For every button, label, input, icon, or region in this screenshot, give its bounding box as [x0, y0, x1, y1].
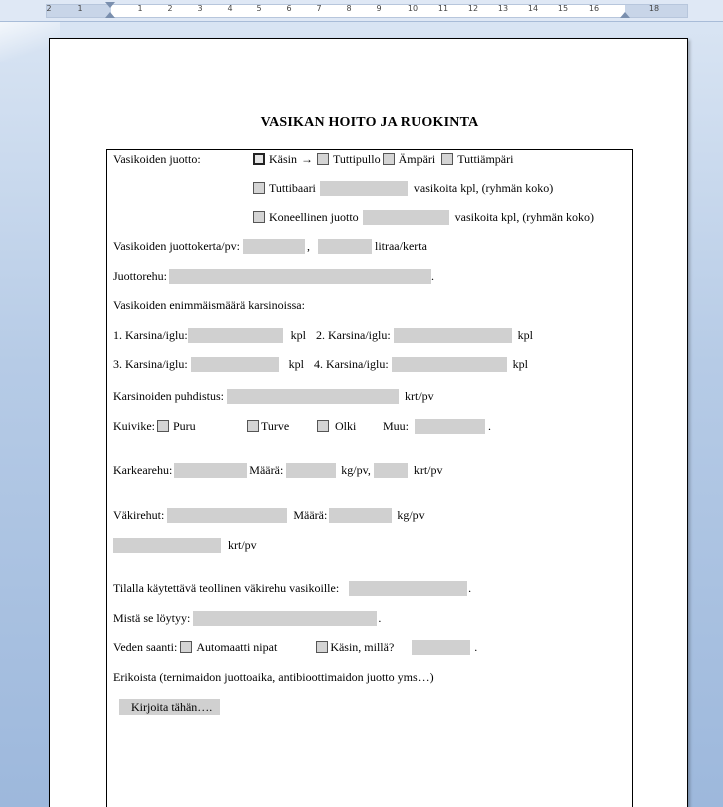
puhdistus-unit: krt/pv	[405, 388, 434, 403]
mista-dot: .	[378, 610, 382, 625]
ruler-label: 8	[346, 4, 352, 13]
tuttibaari-count-field[interactable]	[320, 181, 408, 196]
tuttiampari-checkbox[interactable]	[441, 153, 453, 165]
ruler-label: 3	[197, 4, 203, 13]
karsina-1-unit: kpl	[290, 327, 306, 342]
litraa-label: litraa/kerta	[374, 238, 427, 253]
juottorehu-field[interactable]	[169, 269, 431, 284]
karsina-row-1	[113, 327, 533, 343]
ruler-label: 9	[376, 4, 382, 13]
kasin-checkbox[interactable]	[253, 153, 265, 165]
muu-field[interactable]	[415, 419, 485, 434]
teollinen-dot: .	[468, 580, 472, 595]
vakirehut-row-2	[113, 537, 257, 553]
vakirehut-row	[113, 507, 425, 523]
olki-checkbox[interactable]	[317, 420, 329, 432]
tuttibaari-checkbox[interactable]	[253, 182, 265, 194]
juottokerta-comma: ,	[306, 238, 310, 253]
karsina-4-label: 4. Karsina/iglu:	[314, 356, 389, 371]
ruler-label: 2	[46, 4, 52, 13]
erikoista-row	[113, 669, 434, 685]
veden-dot: .	[474, 639, 478, 654]
ruler-label: 18	[648, 4, 660, 13]
puru-label: Puru	[173, 418, 196, 433]
right-indent-marker[interactable]	[620, 12, 630, 18]
karsina-3-field[interactable]	[191, 357, 279, 372]
muu-dot: .	[488, 418, 492, 433]
tuttipullo-checkbox[interactable]	[317, 153, 329, 165]
veden-label: Veden saanti:	[113, 639, 178, 654]
karkearehu-label: Karkearehu:	[113, 462, 173, 477]
ruler-label: 11	[437, 4, 449, 13]
koneellinen-row	[253, 209, 594, 225]
horizontal-ruler[interactable]	[0, 0, 723, 22]
tuttibaari-row	[253, 180, 553, 196]
turve-checkbox[interactable]	[247, 420, 259, 432]
karsina-2-unit: kpl	[517, 327, 533, 342]
vakirehut-maara-label: Määrä:	[293, 507, 328, 522]
ruler-label: 13	[497, 4, 509, 13]
juottorehu-dot: .	[431, 268, 434, 283]
tuttiampari-label: Tuttiämpäri	[457, 151, 514, 166]
puhdistus-row	[113, 388, 434, 404]
karsina-4-unit: kpl	[512, 356, 528, 371]
litraa-field[interactable]	[318, 239, 372, 254]
erikoista-placeholder-row	[119, 699, 220, 715]
tuttibaari-label: Tuttibaari	[269, 180, 316, 195]
ruler-label: 1	[137, 4, 143, 13]
arrow-icon: →	[301, 151, 313, 166]
document-title: VASIKAN HOITO JA RUOKINTA	[260, 115, 479, 130]
automaatti-checkbox[interactable]	[180, 641, 192, 653]
juottokerta-label: Vasikoiden juottokerta/pv:	[113, 238, 240, 253]
puhdistus-label: Karsinoiden puhdistus:	[113, 388, 224, 403]
ruler-label: 10	[407, 4, 419, 13]
juottokerta-field[interactable]	[243, 239, 305, 254]
karkearehu-unit1: kg/pv,	[341, 462, 371, 477]
karkearehu-maara-field[interactable]	[286, 463, 336, 478]
kasin-label: Käsin	[269, 151, 297, 166]
mista-row	[113, 610, 381, 626]
ruler-label: 15	[557, 4, 569, 13]
left-indent-marker[interactable]	[105, 12, 115, 18]
teollinen-field[interactable]	[349, 581, 467, 596]
erikoista-placeholder-field[interactable]: Kirjoita tähän….	[119, 699, 220, 715]
vakirehut-maara-field[interactable]	[329, 508, 392, 523]
puru-checkbox[interactable]	[157, 420, 169, 432]
turve-label: Turve	[261, 418, 290, 433]
vakirehut-label: Väkirehut:	[113, 507, 165, 522]
vakirehut-field[interactable]	[167, 508, 287, 523]
kasin-milla-checkbox[interactable]	[316, 641, 328, 653]
kasin-milla-label: Käsin, millä?	[330, 639, 395, 654]
vakirehut-times-field[interactable]	[113, 538, 221, 553]
ampari-label: Ämpäri	[398, 151, 436, 166]
ruler-label: 12	[467, 4, 479, 13]
form-table	[106, 149, 633, 807]
karsina-row-2	[113, 356, 528, 372]
ruler-label: 1	[77, 4, 83, 13]
tuttipullo-label: Tuttipullo	[333, 151, 381, 166]
karkearehu-row	[113, 462, 443, 478]
karkearehu-maara-label: Määrä:	[249, 462, 284, 477]
puhdistus-field[interactable]	[227, 389, 399, 404]
teollinen-label: Tilalla käytettävä teollinen väkirehu vasikoille:	[113, 580, 340, 595]
karsina-3-label: 3. Karsina/iglu:	[113, 356, 188, 371]
first-line-indent-marker[interactable]	[105, 2, 115, 8]
ruler-label: 5	[256, 4, 262, 13]
veden-row	[113, 639, 477, 655]
document-page[interactable]	[49, 38, 688, 807]
karkearehu-field[interactable]	[174, 463, 247, 478]
erikoista-label: Erikoista (ternimaidon juottoaika, antibioottimaidon juotto yms…)	[113, 669, 434, 684]
tuttibaari-suffix: vasikoita kpl, (ryhmän koko)	[413, 180, 554, 195]
automaatti-label: Automaatti nipat	[196, 639, 278, 654]
kuivike-label: Kuivike:	[113, 418, 155, 433]
ruler-label: 2	[167, 4, 173, 13]
karsina-4-field[interactable]	[392, 357, 507, 372]
olki-label: Olki	[335, 418, 357, 433]
karsinat-heading: Vasikoiden enimmäismäärä karsinoissa:	[113, 297, 305, 312]
kuivike-row	[113, 418, 491, 434]
juotto-row	[113, 151, 628, 167]
karsina-1-field[interactable]	[188, 328, 283, 343]
juottorehu-label: Juottorehu:	[113, 268, 167, 283]
koneellinen-count-field[interactable]	[363, 210, 449, 225]
karsina-1-label: 1. Karsina/iglu:	[113, 327, 188, 342]
mista-label: Mistä se löytyy:	[113, 610, 191, 625]
vakirehut-unit2: krt/pv	[228, 537, 257, 552]
karkearehu-times-field[interactable]	[374, 463, 408, 478]
juottokerta-row	[113, 238, 427, 254]
juottorehu-row	[113, 268, 434, 284]
juotto-label: Vasikoiden juotto:	[113, 151, 201, 166]
karkearehu-unit2: krt/pv	[413, 462, 443, 477]
ruler-label: 7	[316, 4, 322, 13]
ruler-label: 16	[588, 4, 600, 13]
ruler-label: 14	[527, 4, 539, 13]
karsina-2-field[interactable]	[394, 328, 512, 343]
karsina-2-label: 2. Karsina/iglu:	[316, 327, 391, 342]
teollinen-row	[113, 580, 471, 596]
ampari-checkbox[interactable]	[383, 153, 395, 165]
kasin-milla-field[interactable]	[412, 640, 470, 655]
koneellinen-checkbox[interactable]	[253, 211, 265, 223]
karsina-3-unit: kpl	[288, 356, 304, 371]
koneellinen-label: Koneellinen juotto	[269, 209, 359, 224]
muu-label: Muu:	[383, 418, 410, 433]
ruler-label: 6	[286, 4, 292, 13]
vakirehut-unit: kg/pv	[397, 507, 425, 522]
mista-field[interactable]	[193, 611, 377, 626]
ruler-label: 4	[227, 4, 233, 13]
koneellinen-suffix: vasikoita kpl, (ryhmän koko)	[454, 209, 594, 224]
karsinat-heading-row	[113, 297, 305, 313]
